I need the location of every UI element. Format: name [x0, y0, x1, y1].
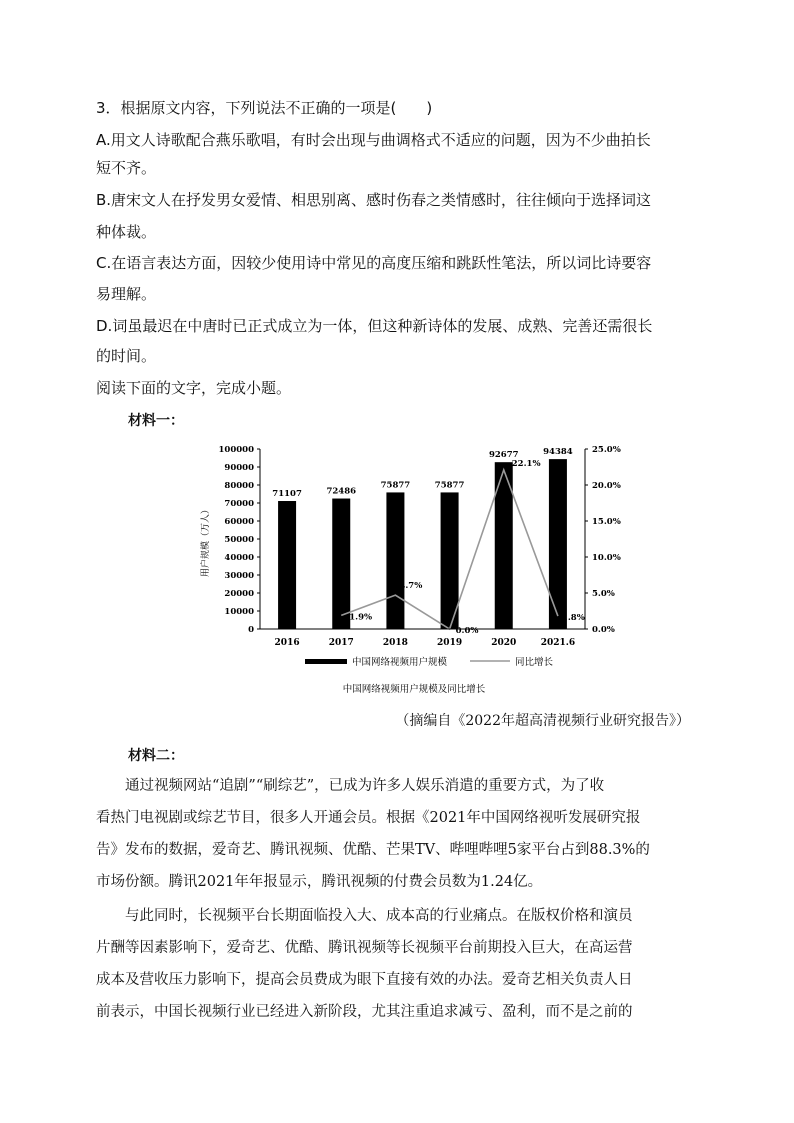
material-two-line: 与此同时，长视频平台长期面临投入大、成本高的行业痛点。在版权价格和演员	[96, 908, 633, 924]
x-tick-label: 2020	[491, 638, 517, 648]
left-tick-label: 30000	[224, 571, 254, 581]
bar-value-label: 72486	[326, 486, 357, 497]
right-tick-label: 20.0%	[592, 481, 621, 491]
right-tick-label: 15.0%	[592, 517, 621, 527]
x-tick-label: 2017	[328, 638, 354, 648]
material-two-line: 成本及营收压力影响下，提高会员费成为眼下直接有效的办法。爱奇艺相关负责人日	[96, 972, 633, 988]
option-d-line2: 的时间。	[96, 347, 157, 365]
material-two-label: 材料二：	[128, 748, 184, 764]
chart-caption: 中国网络视频用户规模及同比增长	[342, 684, 486, 695]
material-two-line: 通过视频网站“追剧”“刷综艺”，已成为许多人娱乐消遣的重要方式，为了收	[96, 778, 605, 794]
left-tick-label: 10000	[224, 607, 254, 617]
bar-value-label: 71107	[272, 489, 302, 500]
left-tick-label: 80000	[224, 481, 254, 491]
bar-value-label: 75877	[434, 480, 465, 491]
left-tick-label: 60000	[224, 517, 254, 527]
growth-value-label: 4.7%	[399, 581, 423, 592]
option-b-line2: 种体裁。	[96, 223, 157, 241]
option-a-line1: A.用文人诗歌配合燕乐歌唱，有时会出现与曲调格式不适应的问题，因为不少曲拍长	[96, 131, 651, 149]
bar	[278, 501, 296, 629]
left-tick-label: 100000	[218, 445, 254, 455]
material-two-line: 告》发布的数据，爱奇艺、腾讯视频、优酷、芒果TV、哔哩哔哩5家平台占到88.3%的	[96, 842, 650, 858]
option-c-line1: C.在语言表达方面，因较少使用诗中常见的高度压缩和跳跃性笔法，所以词比诗要容	[96, 254, 652, 272]
question-stem: 3．根据原文内容，下列说法不正确的一项是( )	[96, 99, 433, 117]
material-one-label: 材料一：	[128, 413, 184, 429]
x-tick-label: 2021.6	[540, 638, 576, 648]
bars	[272, 447, 572, 629]
left-tick-label: 50000	[224, 535, 254, 545]
option-c-line2: 易理解。	[96, 285, 157, 303]
option-b-line1: B.唐宋文人在抒发男女爱情、相思别离、感时伤春之类情感时，往往倾向于选择词这	[96, 191, 652, 209]
reading-instruction: 阅读下面的文字，完成小题。	[96, 379, 292, 397]
left-tick-label: 40000	[224, 553, 254, 563]
right-tick-label: 25.0%	[592, 445, 621, 455]
bar-value-label: 92677	[488, 450, 519, 461]
x-tick-label: 2018	[382, 638, 408, 648]
material-two-line: 看热门电视剧或综艺节目，很多人开通会员。根据《2021年中国网络视听发展研究报	[96, 810, 641, 826]
option-a-line2: 短不齐。	[96, 159, 157, 177]
material-two-line: 前表示，中国长视频行业已经进入新阶段，尤其注重追求减亏、盈利，而不是之前的	[96, 1004, 633, 1020]
legend-bar-swatch	[305, 659, 347, 664]
bar	[386, 492, 404, 629]
left-tick-label: 0	[248, 625, 254, 635]
material-two-line: 市场份额。腾讯2021年年报显示，腾讯视频的付费会员数为1.24亿。	[96, 874, 543, 890]
legend-bar-label: 中国网络视频用户规模	[352, 657, 448, 668]
growth-value-label: 1.9%	[349, 612, 373, 623]
user-scale-chart	[0, 440, 794, 740]
growth-value-label: 1.8%	[561, 613, 585, 624]
right-tick-label: 0.0%	[592, 625, 615, 635]
right-tick-label: 10.0%	[592, 553, 621, 563]
right-axis	[585, 445, 621, 635]
bar-value-label: 94384	[543, 447, 573, 458]
bar	[549, 459, 567, 629]
x-tick-label: 2016	[274, 638, 300, 648]
growth-value-label: 0.0%	[455, 626, 479, 636]
x-axis	[260, 629, 585, 648]
left-tick-label: 90000	[224, 463, 254, 473]
y-axis-label: 用户规模（万人）	[201, 504, 211, 578]
bar	[332, 499, 350, 629]
right-tick-label: 5.0%	[592, 589, 615, 599]
source-citation: （摘编自《2022年超高清视频行业研究报告》）	[395, 713, 690, 729]
material-two-line: 片酬等因素影响下，爱奇艺、优酷、腾讯视频等长视频平台前期投入巨大，在高运营	[96, 940, 633, 956]
legend	[305, 656, 554, 668]
legend-line-label: 同比增长	[515, 657, 554, 668]
left-tick-label: 70000	[224, 499, 254, 509]
growth-value-label: 22.1%	[511, 458, 541, 469]
option-d-line1: D.词虽最迟在中唐时已正式成立为一体，但这种新诗体的发展、成熟、完善还需很长	[96, 317, 653, 335]
bar-value-label: 75877	[380, 480, 411, 491]
left-tick-label: 20000	[224, 589, 254, 599]
left-axis	[219, 445, 261, 635]
x-tick-label: 2019	[437, 638, 463, 648]
